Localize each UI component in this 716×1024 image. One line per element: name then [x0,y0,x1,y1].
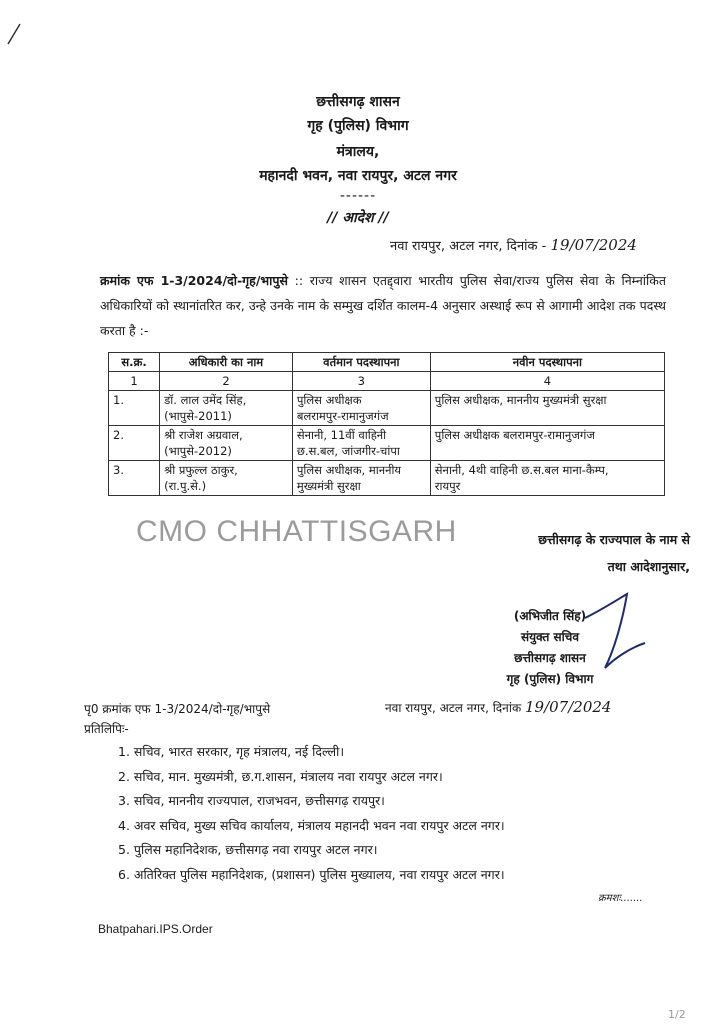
endorsement-place: नवा रायपुर, अटल नगर, दिनांक [385,701,522,715]
signatory-block [470,606,630,690]
row-serial: 2. [109,426,160,461]
list-item: 4. अवर सचिव, मुख्य सचिव कार्यालय, मंत्रालय महानदी भवन नवा रायपुर अटल नगर। [118,817,505,833]
officer-name: श्री राजेश अग्रवाल, [164,428,243,442]
list-item: 1. सचिव, भारत सरकार, गृह मंत्रालय, नई दिल्ली। [118,744,345,759]
list-item: 3. सचिव, माननीय राज्यपाल, राजभवन, छत्तीसगढ़ रायपुर। [118,793,385,808]
continued-note: क्रमशः....... [598,893,643,904]
row-officer [160,426,293,461]
order-title: // आदेश // [327,210,389,226]
list-item: 5. पुलिस महानिदेशक, छत्तीसगढ़ नवा रायपुर अटल नगर। [118,842,378,857]
order-reference: क्रमांक एफ 1-3/2024/दो-गृह/भापुसे [100,273,288,288]
new-posting-line: सेनानी, 4थी वाहिनी छ.स.बल माना-कैम्प, [434,463,609,477]
row-serial: 3. [109,461,160,496]
order-place: नवा रायपुर, अटल नगर, दिनांक - [390,239,547,254]
page-number: 1/2 [668,1008,686,1021]
column-number: 1 [109,372,160,391]
header-divider: ------ [339,188,377,204]
current-posting-line: सेनानी, 11वीं वाहिनी [296,428,387,442]
copy-to-list [118,740,678,887]
order-date-handwritten: 19/07/2024 [550,236,637,254]
endorsement-reference: पृ0 क्रमांक एफ 1-3/2024/दो-गृह/भापुसे [84,702,271,716]
row-new-posting [430,461,664,496]
watermark: CMO CHHATTISGARH [136,515,457,548]
current-posting-line: छ.स.बल, जांजगीर-चांपा [296,444,400,458]
signatory-name: (अभिजीत सिंह) [513,609,587,623]
row-current-posting [292,461,430,496]
header-address: महानदी भवन, नवा रायपुर, अटल नगर [259,168,457,184]
signatory-dept: छत्तीसगढ़ शासन [514,651,586,665]
header-current-posting: वर्तमान पदस्थापना [292,353,430,372]
column-number: 2 [160,372,293,391]
header-department: गृह (पुलिस) विभाग [307,118,409,134]
governor-order-line: छत्तीसगढ़ के राज्यपाल के नाम से [538,532,690,547]
pen-mark-icon [4,22,24,46]
column-number: 4 [430,372,664,391]
table-header-row [109,353,665,372]
row-current-posting [292,426,430,461]
current-posting-line: पुलिस अधीक्षक, माननीय [296,463,402,477]
order-body-text: :: राज्य शासन एतद्द्वारा भारतीय पुलिस सेवा/राज्य पुलिस सेवा के निम्नांकित अधिकारियों को स्थानांतरित कर, उन्हे उनके नाम के सम्मुख दर्शित कालम-4 अनुसार अस्थाई रूप से आगामी आदेश तक पदस्थ करता है :- [100,273,666,338]
table-row [109,391,665,426]
row-officer [160,461,293,496]
header-officer-name: अधिकारी का नाम [160,353,293,372]
governor-order [440,526,690,580]
order-dateline [390,236,690,254]
table-row [109,461,665,496]
header-serial: स.क्र. [109,353,160,372]
new-posting-line: पुलिस अधीक्षक बलरामपुर-रामानुजगंज [434,428,595,442]
list-item: 2. सचिव, मान. मुख्यमंत्री, छ.ग.शासन, मंत्रालय नवा रायपुर अटल नगर। [118,768,443,784]
table-column-number-row [109,372,665,391]
officer-name: डॉ. लाल उमेंद सिंह, [164,393,247,407]
header-ministry: मंत्रालय, [336,144,380,160]
copy-to-label: प्रतिलिपिः- [84,722,129,736]
table-row [109,426,665,461]
row-serial: 1. [109,391,160,426]
order-body [100,268,666,343]
endorsement-dateline [385,698,611,716]
new-posting-line: पुलिस अधीक्षक, माननीय मुख्यमंत्री सुरक्षा [434,393,607,407]
signatory-dept: गृह (पुलिस) विभाग [506,672,594,686]
row-current-posting [292,391,430,426]
officer-service: (रा.पु.से.) [164,479,207,493]
governor-order-line: तथा आदेशानुसार, [607,559,690,574]
current-posting-line: पुलिस अधीक्षक [296,393,362,407]
row-officer [160,391,293,426]
endorsement-date-handwritten: 19/07/2024 [525,698,612,716]
row-new-posting [430,391,664,426]
officer-service: (भापुसे-2011) [164,409,232,423]
row-new-posting [430,426,664,461]
current-posting-line: मुख्यमंत्री सुरक्षा [296,479,361,493]
header-new-posting: नवीन पदस्थापना [430,353,664,372]
footer-filename: Bhatpahari.IPS.Order [98,922,213,936]
officer-service: (भापुसे-2012) [164,444,232,458]
officer-name: श्री प्रफुल्ल ठाकुर, [164,463,238,477]
header-government: छत्तीसगढ़ शासन [316,94,400,110]
signatory-designation: संयुक्त सचिव [520,630,580,644]
new-posting-line: रायपुर [434,479,461,493]
current-posting-line: बलरामपुर-रामानुजगंज [296,409,389,423]
list-item: 6. अतिरिक्त पुलिस महानिदेशक, (प्रशासन) पुलिस मुख्यालय, नवा रायपुर अटल नगर। [118,866,505,882]
column-number: 3 [292,372,430,391]
transfer-table [108,352,665,496]
